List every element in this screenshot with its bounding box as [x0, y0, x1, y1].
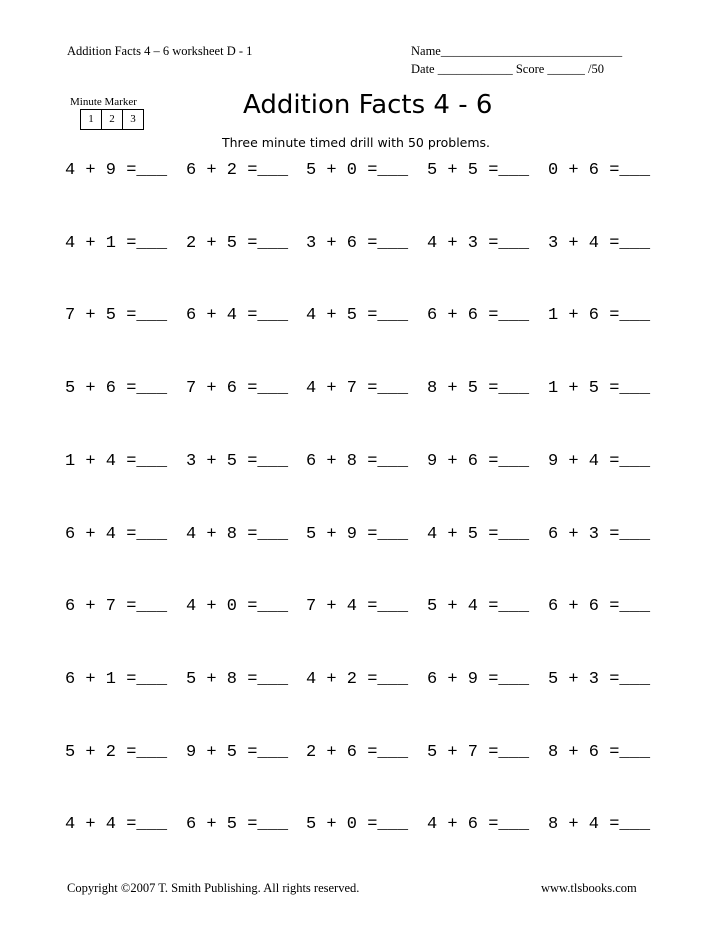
addition-problem: 6 + 4 =___ [186, 306, 289, 325]
addition-problem: 5 + 8 =___ [186, 670, 289, 689]
addition-problem: 4 + 8 =___ [186, 525, 289, 544]
addition-problem: 7 + 6 =___ [186, 379, 289, 398]
addition-problem: 1 + 4 =___ [65, 452, 168, 471]
addition-problem: 6 + 5 =___ [186, 815, 289, 834]
addition-problem: 6 + 6 =___ [548, 597, 651, 616]
copyright-notice: Copyright ©2007 T. Smith Publishing. All rights reserved. [67, 881, 360, 895]
addition-problem: 9 + 4 =___ [548, 452, 651, 471]
minute-marker-box-1: 1 [81, 110, 102, 129]
addition-problem: 7 + 4 =___ [306, 597, 409, 616]
addition-problem: 8 + 5 =___ [427, 379, 530, 398]
addition-problem: 6 + 4 =___ [65, 525, 168, 544]
addition-problem: 4 + 2 =___ [306, 670, 409, 689]
addition-problem: 1 + 6 =___ [548, 306, 651, 325]
addition-problem: 6 + 8 =___ [306, 452, 409, 471]
addition-problem: 3 + 5 =___ [186, 452, 289, 471]
addition-problem: 9 + 6 =___ [427, 452, 530, 471]
page-subtitle: Three minute timed drill with 50 problems. [222, 135, 491, 150]
addition-problem: 9 + 5 =___ [186, 743, 289, 762]
addition-problem: 5 + 0 =___ [306, 161, 409, 180]
addition-problem: 6 + 7 =___ [65, 597, 168, 616]
addition-problem: 4 + 1 =___ [65, 234, 168, 253]
name-field-line: Name_____________________________ [411, 44, 623, 58]
addition-problem: 0 + 6 =___ [548, 161, 651, 180]
addition-problem: 4 + 3 =___ [427, 234, 530, 253]
addition-problem: 6 + 1 =___ [65, 670, 168, 689]
worksheet-id: Addition Facts 4 – 6 worksheet D - 1 [67, 44, 253, 58]
addition-problem: 4 + 0 =___ [186, 597, 289, 616]
addition-problem: 5 + 0 =___ [306, 815, 409, 834]
website-url: www.tlsbooks.com [541, 881, 637, 895]
addition-problem: 5 + 2 =___ [65, 743, 168, 762]
addition-problem: 6 + 3 =___ [548, 525, 651, 544]
addition-problem: 5 + 6 =___ [65, 379, 168, 398]
addition-problem: 4 + 9 =___ [65, 161, 168, 180]
addition-problem: 2 + 5 =___ [186, 234, 289, 253]
addition-problem: 7 + 5 =___ [65, 306, 168, 325]
addition-problem: 5 + 5 =___ [427, 161, 530, 180]
addition-problem: 3 + 6 =___ [306, 234, 409, 253]
addition-problem: 5 + 7 =___ [427, 743, 530, 762]
addition-problem: 5 + 9 =___ [306, 525, 409, 544]
minute-marker-box-2: 2 [102, 110, 123, 129]
addition-problem: 4 + 5 =___ [306, 306, 409, 325]
addition-problem: 5 + 4 =___ [427, 597, 530, 616]
addition-problem: 3 + 4 =___ [548, 234, 651, 253]
minute-marker-label: Minute Marker [70, 96, 137, 108]
minute-marker-box-3: 3 [130, 113, 136, 125]
addition-problem: 8 + 6 =___ [548, 743, 651, 762]
addition-problem: 2 + 6 =___ [306, 743, 409, 762]
addition-problem: 4 + 7 =___ [306, 379, 409, 398]
addition-problem: 5 + 3 =___ [548, 670, 651, 689]
date-score-line: Date ____________ Score ______ /50 [411, 62, 605, 76]
addition-problem: 4 + 6 =___ [427, 815, 530, 834]
page-title: Addition Facts 4 - 6 [243, 90, 493, 120]
addition-problem: 1 + 5 =___ [548, 379, 651, 398]
addition-problem: 6 + 2 =___ [186, 161, 289, 180]
addition-problem: 6 + 6 =___ [427, 306, 530, 325]
addition-problem: 6 + 9 =___ [427, 670, 530, 689]
addition-problem: 4 + 5 =___ [427, 525, 530, 544]
addition-problem: 8 + 4 =___ [548, 815, 651, 834]
addition-problem: 4 + 4 =___ [65, 815, 168, 834]
